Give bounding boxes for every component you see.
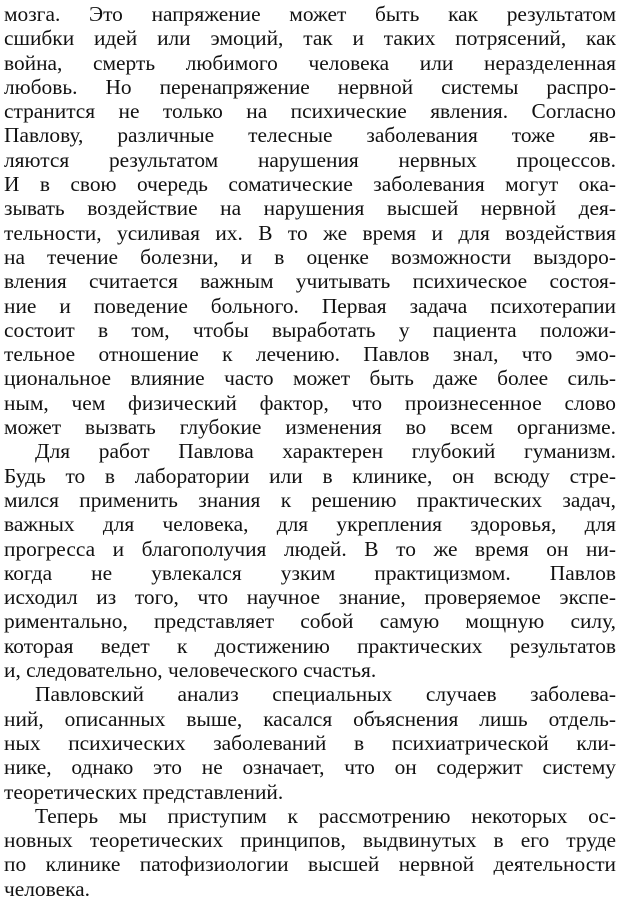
- text-line: на течение болезни, и в оценке возможности выздоро-: [4, 244, 616, 269]
- text-line: И в свою очередь соматические заболевания могут ока-: [4, 172, 616, 197]
- text-line: зывать воздействие на нарушения высшей нервной дея-: [4, 196, 616, 221]
- text-line: может вызвать глубокие изменения во всем организме.: [4, 415, 616, 440]
- text-line: ний, описанных выше, касался объяснения лишь отдель-: [4, 706, 616, 731]
- paragraph-2: [4, 439, 616, 682]
- text-line: и, следовательно, человеческого счастья.: [4, 658, 377, 683]
- text-line: риментально, представляет собой самую мощную силу,: [4, 609, 616, 634]
- text-line: по клинике патофизиологии высшей нервной деятельности: [4, 852, 616, 877]
- text-line: новных теоретических принципов, выдвинутых в его труде: [4, 828, 616, 853]
- text-line: ние и поведение больного. Первая задача психотерапии: [4, 293, 616, 318]
- text-line: Будь то в лаборатории или в клинике, он всюду стре-: [4, 463, 616, 488]
- text-line: состоит в том, чтобы выработать у пациента положи-: [4, 317, 616, 342]
- text-line: когда не увлекался узким практицизмом. Павлов: [4, 560, 616, 585]
- text-line: циональное влияние часто может быть даже более силь-: [4, 366, 616, 391]
- text-line: мозга. Это напряжение может быть как результатом: [4, 2, 616, 26]
- text-line: любовь. Но перенапряжение нервной системы распро-: [4, 74, 616, 99]
- text-line: тельное отношение к лечению. Павлов знал, что эмо-: [4, 342, 616, 367]
- text-line: человека.: [4, 876, 91, 901]
- text-line: важных для человека, для укрепления здоровья, для: [4, 512, 616, 537]
- text-line: Теперь мы приступим к рассмотрению некоторых ос-: [35, 803, 616, 828]
- text-line: странится не только на психические явления. Согласно: [4, 99, 616, 124]
- text-line: ляются результатом нарушения нервных процессов.: [4, 147, 616, 172]
- paragraph-3: [4, 682, 616, 803]
- text-line: теоретических представлений.: [4, 779, 284, 804]
- paragraph-1: [4, 2, 616, 439]
- text-line: исходил из того, что научное знание, проверяемое экспе-: [4, 585, 616, 610]
- text-line: тельности, усиливая их. В то же время и для воздействия: [4, 220, 616, 245]
- text-line: прогресса и благополучия людей. В то же время он ни-: [4, 536, 616, 561]
- text-line: Павлову, различные телесные заболевания тоже яв-: [4, 123, 616, 148]
- text-line: которая ведет к достижению практических результатов: [4, 633, 616, 658]
- text-line: Павловский анализ специальных случаев заболева-: [35, 682, 616, 707]
- text-line: Для работ Павлова характерен глубокий гуманизм.: [35, 439, 616, 464]
- text-line: мился применить знания к решению практических задач,: [4, 487, 616, 512]
- book-page: [4, 2, 616, 901]
- text-line: сшибки идей или эмоций, так и таких потрясений, как: [4, 26, 616, 51]
- text-line: вления считается важным учитывать психическое состоя-: [4, 269, 616, 294]
- paragraph-4: [4, 804, 616, 901]
- text-line: нике, однако это не означает, что он содержит систему: [4, 755, 616, 780]
- text-line: ных психических заболеваний в психиатрической кли-: [4, 730, 616, 755]
- text-line: война, смерть любимого человека или неразделенная: [4, 50, 616, 75]
- text-line: ным, чем физический фактор, что произнесенное слово: [4, 390, 616, 415]
